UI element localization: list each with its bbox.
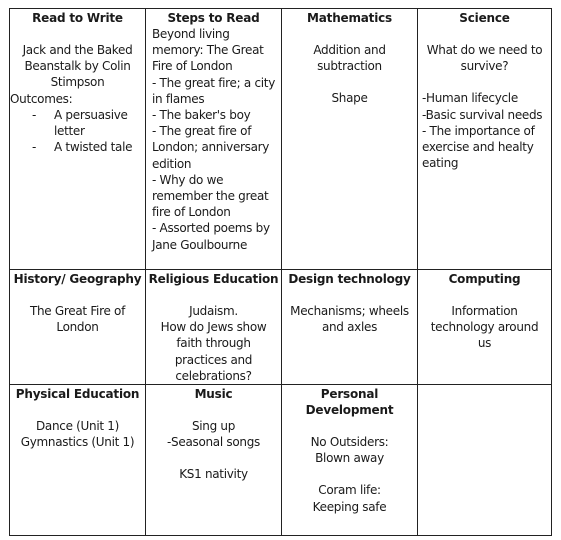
list-item: Beyond living memory: The Great Fire of London [152,27,264,74]
history-geography-topic: The Great Fire of London [29,304,126,335]
list-item: - Why do we remember the great fire of London [152,172,269,220]
science-item-1: -Human lifecycle [422,91,518,106]
read-to-write-cell [10,9,146,270]
computing-heading: Computing [448,272,521,286]
music-heading: Music [194,387,233,402]
science-cell [418,9,552,270]
personal-development-topic-1: No Outsiders: [310,435,389,450]
read-to-write-heading: Read to Write [32,11,123,25]
table-row [10,9,552,270]
computing-topic: Information technology around us [430,304,539,351]
mathematics-topic-2: Shape [331,91,368,106]
design-technology-cell [282,270,418,385]
history-geography-cell [10,270,146,385]
list-item: - A twisted tale [32,139,145,155]
mathematics-heading: Mathematics [307,11,392,25]
personal-development-topic-2: Coram life: [318,483,381,498]
music-cell [146,385,282,536]
steps-to-read-list [146,26,281,253]
science-item-2: -Basic survival needs [422,107,543,122]
science-item-3: - The importance of exercise and healty eating [422,123,535,171]
religious-education-topic: Judaism. [189,304,238,318]
physical-education-unit-2: Gymnastics (Unit 1) [20,435,135,450]
list-item: - The baker's boy [152,108,251,123]
religious-education-cell [146,270,282,385]
steps-to-read-heading: Steps to Read [167,11,260,25]
design-technology-topic: Mechanisms; wheels and axles [290,304,409,335]
personal-development-topic-1-detail: Blown away [315,451,384,466]
mathematics-topic-1: Addition and subtraction [313,43,386,74]
music-topic-3: KS1 nativity [179,467,248,482]
physical-education-heading: Physical Education [15,387,140,402]
list-item: - The great fire of London; anniversary edition [152,124,270,171]
table-row [10,385,552,536]
religious-education-heading: Religious Education [148,272,279,286]
design-technology-heading: Design technology [288,272,411,286]
list-item: - The great fire; a city in flames [152,75,275,106]
steps-to-read-cell [146,9,282,270]
list-item: - Assorted poems by Jane Goulbourne [152,221,270,252]
outcomes-label: Outcomes: [10,91,73,106]
outcomes-list [10,107,145,156]
religious-education-question: How do Jews show faith through practices and celebrations? [160,320,267,383]
physical-education-cell [10,385,146,536]
personal-development-topic-2-detail: Keeping safe [312,499,387,514]
list-item: - A persuasive letter [32,107,145,139]
music-topic-1: Sing up [191,419,236,434]
curriculum-table [9,8,552,536]
empty-cell [418,385,552,536]
science-heading: Science [459,11,510,25]
personal-development-cell [282,385,418,536]
computing-cell [418,270,552,385]
science-question: What do we need to survive? [426,43,543,74]
table-row [10,270,552,385]
personal-development-heading: Personal Development [305,387,394,418]
read-to-write-book: Jack and the Baked Beanstalk by Colin Stimpson [22,43,133,90]
music-topic-2: -Seasonal songs [167,435,260,450]
history-geography-heading: History/ Geography [13,272,142,286]
mathematics-cell [282,9,418,270]
physical-education-unit-1: Dance (Unit 1) [35,419,120,434]
